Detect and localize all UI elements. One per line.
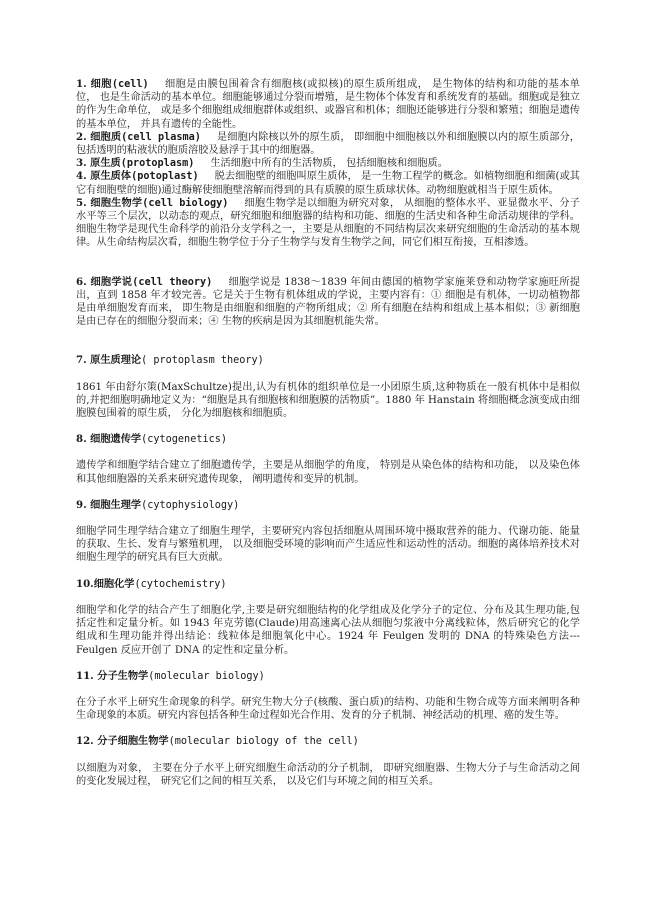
term-heading: 10.细胞化学 xyxy=(76,577,135,590)
section-body-molecular-cell-biology: 以细胞为对象， 主要在分子水平上研究细胞生命活动的分子机制， 即研究细胞器、生物大分子与生命活动之间的变化发展过程， 研究它们之间的相互关系， 以及它们与环境之间的相互关系。 xyxy=(76,762,580,787)
term-definition: 生活细胞中所有的生活物质， 包括细胞核和细胞质。 xyxy=(210,158,448,170)
term-english: (potoplast) xyxy=(131,171,199,183)
section-body-molecular-biology: 在分子水平上研究生命现象的科学。研究生物大分子(核酸、蛋白质)的结构、功能和生物合成等方面来阐明各种生命现象的本质。研究内容包括各种生命过程如光合作用、发育的分子机制、神经活动的机理、癌的发生等。 xyxy=(76,696,580,722)
term-english: (cell plasma) xyxy=(121,131,201,143)
term-english: (cytophysiology) xyxy=(141,499,240,511)
term-definition: 细胞学说是 1838～1839 年间由德国的植物学家施莱登和动物学家施旺所提出，直到 1858 年才较完善。它是关于生物有机体组成的学说，主要内容有：① 细胞是有机体，一切动植物都是由单细胞发育而来， 即生物是由细胞和细胞的产物所组成；② 所有细胞在结构和组成上基本相似；③ 新细胞是由已存在的细胞分裂而来；④ 生物的疾病是因为其细胞机能失常。 xyxy=(76,276,580,328)
term-heading: 12. 分子细胞生物学 xyxy=(76,735,169,748)
term-heading: 1. 细胞 xyxy=(76,78,112,90)
definition-cell-biology xyxy=(76,197,580,250)
section-title-molecular-biology xyxy=(76,670,580,683)
section-title-cytophysiology xyxy=(76,499,580,512)
term-english: (protoplasm) xyxy=(120,158,195,170)
definition-cell-theory xyxy=(76,276,580,329)
section-body-cytophysiology: 细胞学同生理学结合建立了细胞生理学，主要研究内容包括细胞从周围环境中摄取营养的能力、代谢功能、能量的获取、生长、发育与繁殖机理， 以及细胞受环境的影响而产生适应性和运动性的活动。细胞的离体培养技术对细胞生理学的研究具有巨大贡献。 xyxy=(76,526,580,564)
section-title-molecular-cell-biology xyxy=(76,735,580,748)
term-english: (cytogenetics) xyxy=(141,434,227,446)
term-heading: 8. 细胞遗传学 xyxy=(76,433,142,446)
term-english: (molecular biology of the cell) xyxy=(168,736,359,748)
document-body xyxy=(76,78,580,788)
term-english: (cell) xyxy=(111,79,149,90)
term-heading: 9. 细胞生理学 xyxy=(76,498,142,511)
term-english: (cell biology) xyxy=(142,197,229,209)
term-english: (cell theory) xyxy=(132,276,213,288)
term-heading: 5. 细胞生物学 xyxy=(76,196,143,209)
term-definition: 是细胞内除核以外的原生质， 即细胞中细胞核以外和细胞膜以内的原生质部分， 包括透明的粘液状的胞质溶胶及悬浮于其中的细胞器。 xyxy=(76,131,580,157)
section-title-cytochemistry xyxy=(76,578,580,591)
term-heading: 3. 原生质 xyxy=(76,157,121,170)
definition-cell-plasma xyxy=(76,131,580,157)
term-english: ( protoplasm theory) xyxy=(141,355,264,367)
section-body-cytogenetics: 遗传学和细胞学结合建立了细胞遗传学，主要是从细胞学的角度， 特别是从染色体的结构和功能， 以及染色体和其他细胞器的关系来研究遗传现象， 阐明遗传和变异的机制。 xyxy=(76,460,580,485)
term-heading: 4. 原生质体 xyxy=(76,170,132,183)
section-title-protoplasm-theory xyxy=(76,354,580,367)
section-title-cytogenetics xyxy=(76,433,580,446)
term-english: (cytochemistry) xyxy=(134,578,227,590)
section-body-cytochemistry: 细胞学和化学的结合产生了细胞化学,主要是研究细胞结构的化学组成及化学分子的定位、分布及其生理功能,包括定性和定量分析。如 1943 年克劳德(Claude)用高速离心法从细胞匀浆液中分离线粒体，然后研究它的化学组成和生理功能并得出结论：线粒体是细胞氧化中心。1924 年 Feulgen 发明的 DNA 的特殊染色方法---Feulgen 反应开创了 DNA 的定性和定量分析。 xyxy=(76,604,580,656)
definition-protoplast xyxy=(76,170,580,196)
term-heading: 6. 细胞学说 xyxy=(76,275,133,288)
term-heading: 2. 细胞质 xyxy=(76,130,122,143)
term-definition: 脱去细胞壁的细胞叫原生质体， 是一生物工程学的概念。如植物细胞和细菌(或其它有细胞壁的细胞)通过酶解使细胞壁溶解而得到的具有质膜的原生质球状体。动物细胞就相当于原生质体。 xyxy=(76,171,580,196)
term-heading: 11. 分子生物学 xyxy=(76,669,149,682)
term-definition: 细胞是由膜包围着含有细胞核(或拟核)的原生质所组成， 是生物体的结构和功能的基本单位， 也是生命活动的基本单位。细胞能够通过分裂而增殖，是生物体个体发育和系统发育的基础。细胞或是独立的作为生命单位， 或是多个细胞组成细胞群体或组织、或器官和机体；细胞还能够进行分裂和繁殖；细胞是遗传的基本单位， 并具有遗传的全能性。 xyxy=(76,79,580,130)
definition-cell xyxy=(76,78,580,131)
definition-protoplasm xyxy=(76,157,580,170)
term-heading: 7. 原生质理论 xyxy=(76,354,142,367)
section-body-protoplasm-theory: 1861 年由舒尔策(MaxSchultze)提出,认为有机体的组织单位是一小团原生质,这种物质在一般有机体中是相似的,并把细胞明确地定义为：“细胞是具有细胞核和细胞膜的活物质”。1880 年 Hanstain 将细胞概念演变成由细胞膜包围着的原生质， 分化为细胞核和细胞质。 xyxy=(76,381,580,420)
term-definition: 细胞生物学是以细胞为研究对象， 从细胞的整体水平、亚显微水平、分子水平等三个层次，以动态的观点，研究细胞和细胞器的结构和功能、细胞的生活史和各种生命活动规律的学科。细胞生物学是现代生命科学的前沿分支学科之一，主要是从细胞的不同结构层次来研究细胞的生命活动的基本规律。从生命结构层次看，细胞生物学位于分子生物学与发育生物学之间，同它们相互衔接，互相渗透。 xyxy=(76,197,580,249)
term-english: (molecular biology) xyxy=(148,670,265,682)
